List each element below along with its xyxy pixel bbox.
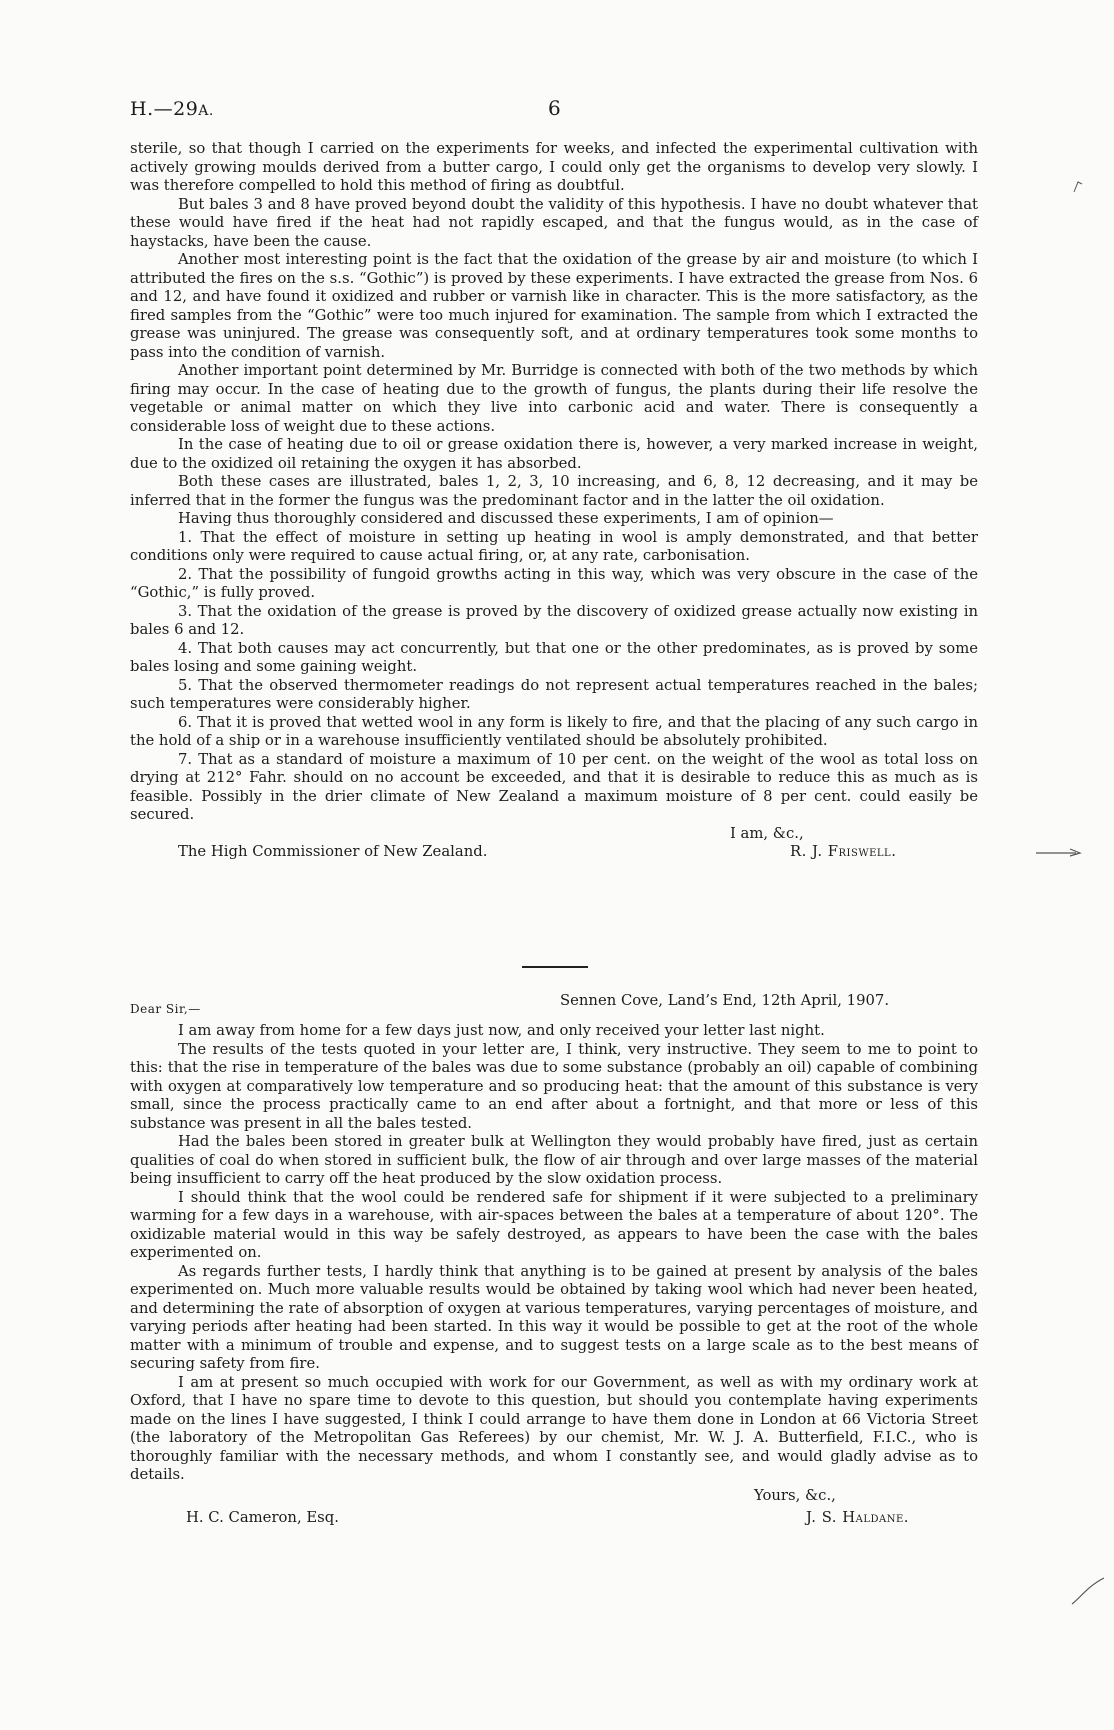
report-paragraph: Another most interesting point is the fact that the oxidation of the grease by air and moisture (to which I attributed the fires on the s.s. “Gothic”) is proved by these experiments. I have extracted the grease from Nos. 6 and 12, and have found it oxidized and rubber or varnish like in character. This is the more satisfactory, as the fired samples from the “Gothic” were too much injured for examination. The sample from which I extracted the grease was uninjured. The grease was consequently soft, and at ordinary temperatures took some months to pass into the condition of varnish. — [130, 251, 978, 361]
report-signature-row — [130, 843, 978, 861]
letter-paragraph: I am away from home for a few days just now, and only received your letter last night. — [178, 1022, 825, 1039]
report-paragraph: Another important point determined by Mr. Burridge is connected with both of the two methods by which firing may occur. In the case of heating due to the growth of fungus, the plants during their life resolve the vegetable or animal matter on which they live into carbonic acid and water. There is consequently a considerable loss of weight due to these actions. — [130, 362, 978, 435]
letter-closing: Yours, &c., — [754, 1486, 836, 1504]
letter-paragraph: I should think that the wool could be rendered safe for shipment if it were subjected to a preliminary warming for a few days in a warehouse, with air-spaces between the bales at a temperature of about 120°. The oxidizable material would in this way be safely destroyed, as appears to have been the case with the bales experimented on. — [130, 1188, 978, 1261]
conclusion-item: 6. That it is proved that wetted wool in any form is likely to fire, and that the placing of any such cargo in the hold of a ship or in a warehouse insufficiently ventilated should be absolutely prohibited. — [130, 713, 978, 749]
conclusion-item: 3. That the oxidation of the grease is proved by the discovery of oxidized grease actually now existing in bales 6 and 12. — [130, 602, 978, 638]
conclusion-item: 5. That the observed thermometer readings do not represent actual temperatures reached in the bales; such temperatures were considerably higher. — [130, 676, 978, 712]
letter-heading — [130, 992, 978, 1022]
report-body — [130, 140, 978, 861]
letter-address-date: Sennen Cove, Land’s End, 12th April, 1907. — [560, 992, 890, 1009]
letter-paragraph: I am at present so much occupied with work for our Government, as well as with my ordinary work at Oxford, that I have no spare time to devote to this question, but should you contemplate having experiments made on the lines I have suggested, I think I could arrange to have them done in London at 66 Victoria Street (the laboratory of the Metropolitan Gas Referees) by our chemist, Mr. W. J. A. Butterfield, F.I.C., who is thoroughly familiar with the necessary methods, and whom I constantly see, and would gladly advise as to details. — [130, 1373, 978, 1483]
conclusion-item: 7. That as a standard of moisture a maximum of 10 per cent. on the weight of the wool as total loss on drying at 212° Fahr. should on no account be exceeded, and that it is desirable to reduce this as much as is feasible. Possibly in the drier climate of New Zealand a maximum moisture of 8 per cent. could easily be secured. — [130, 750, 978, 823]
report-reference-suffix: A. — [198, 103, 214, 119]
conclusion-item: 4. That both causes may act concurrently, but that one or the other predominates, as is proved by some bales losing and some gaining weight. — [130, 639, 978, 675]
margin-arrow-mark — [1036, 846, 1086, 858]
letter-body — [130, 992, 978, 1525]
letter-signature-row — [130, 1505, 978, 1525]
conclusion-item: 2. That the possibility of fungoid growths acting in this way, which was very obscure in the case of the “Gothic,” is fully proved. — [130, 565, 978, 601]
report-signature: R. J. Friswell. — [790, 842, 897, 860]
letter-addressee: H. C. Cameron, Esq. — [186, 1508, 339, 1526]
conclusion-item: 1. That the effect of moisture in setting up heating in wool is amply demonstrated, and that better conditions only were required to cause actual firing, or, at any rate, carbonisation. — [130, 528, 978, 564]
report-reference — [130, 98, 214, 120]
report-closing-row — [130, 825, 978, 843]
report-paragraph: Both these cases are illustrated, bales 1, 2, 3, 10 increasing, and 6, 8, 12 decreasing, and it may be inferred that in the former the fungus was the predominant factor and in the latter the oil oxidation. — [130, 473, 978, 509]
section-divider — [522, 966, 588, 968]
report-paragraph: sterile, so that though I carried on the experiments for weeks, and infected the experimental cultivation with actively growing moulds derived from a butter cargo, I could only get the organisms to develop very slowly. I was therefore compelled to hold this method of firing as doubtful. — [130, 140, 978, 194]
report-paragraph: Having thus thoroughly considered and discussed these experiments, I am of opinion— — [178, 510, 834, 527]
letter-paragraph: The results of the tests quoted in your letter are, I think, very instructive. They seem to me to point to this: that the rise in temperature of the bales was due to some substance (probably an oil) capable of combining with oxygen at comparatively low temperature and so producing heat: that the amount of this substance is very small, since the process practically came to an end after about a fortnight, and that more or less of this substance was present in all the bales tested. — [130, 1040, 978, 1132]
letter-paragraph: Had the bales been stored in greater bulk at Wellington they would probably have fired, just as certain qualities of coal do when stored in sufficient bulk, the flow of air through and over large masses of the material being insufficient to carry off the heat produced by the slow oxidation process. — [130, 1133, 978, 1187]
margin-tick-mark — [1072, 180, 1084, 194]
report-reference-main: H.—29 — [130, 98, 199, 120]
report-paragraph: But bales 3 and 8 have proved beyond doubt the validity of this hypothesis. I have no doubt whatever that these would have fired if the heat had not rapidly escaped, and that the fungus would, as in the case of haystacks, have been the cause. — [130, 195, 978, 250]
letter-closing-row — [130, 1485, 978, 1505]
margin-squiggle-mark — [1070, 1576, 1106, 1606]
report-paragraph: In the case of heating due to oil or grease oxidation there is, however, a very marked increase in weight, due to the oxidized oil retaining the oxygen it has absorbed. — [130, 436, 978, 472]
letter-paragraph: As regards further tests, I hardly think that anything is to be gained at present by analysis of the bales experimented on. Much more valuable results would be obtained by taking wool which had never been heated, and determining the rate of absorption of oxygen at various temperatures, varying percentages of moisture, and varying periods after heating had been started. In this way it would be possible to get at the root of the whole matter with a minimum of trouble and expense, and to suggest tests on a large scale as to the best means of securing safety from fire. — [130, 1262, 978, 1372]
page-number: 6 — [548, 96, 561, 120]
report-closing: I am, &c., — [730, 824, 804, 842]
letter-salutation: Dear Sir,— — [130, 1002, 201, 1016]
report-addressee: The High Commissioner of New Zealand. — [178, 842, 488, 860]
letter-signature: J. S. Haldane. — [806, 1508, 909, 1526]
